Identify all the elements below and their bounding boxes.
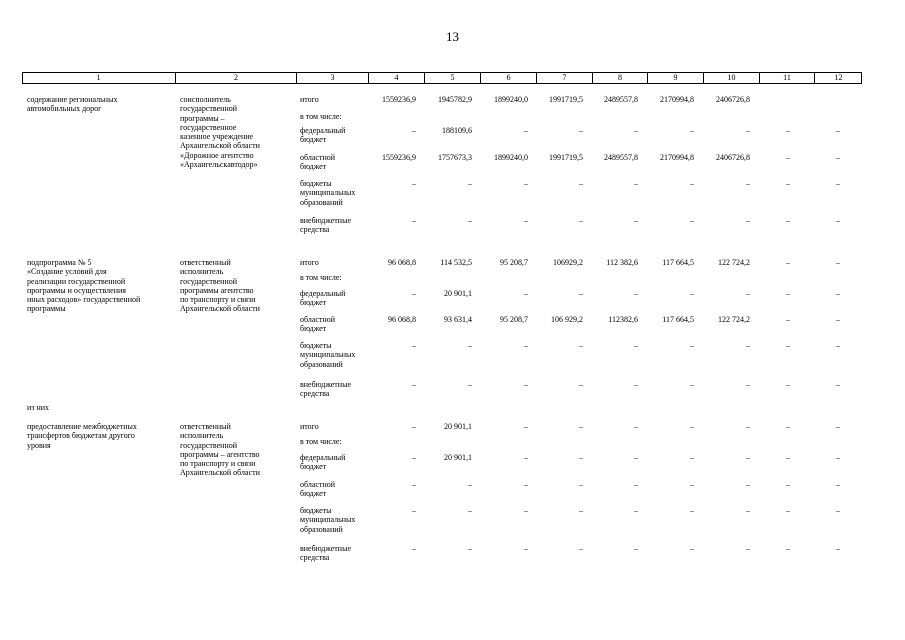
amount-cell: – — [412, 126, 416, 135]
amount-cell: 1991719,5 — [549, 153, 583, 162]
amount-cell: – — [786, 153, 790, 162]
amount-cell: – — [579, 422, 583, 431]
funding-source-label: областной бюджет — [300, 315, 336, 334]
amount-cell: – — [836, 153, 840, 162]
amount-cell: – — [746, 544, 750, 553]
funding-source-label: в том числе: — [300, 437, 342, 446]
amount-cell: 2170994,8 — [660, 153, 694, 162]
funding-source-label: в том числе: — [300, 273, 342, 282]
amount-cell: – — [746, 341, 750, 350]
amount-cell: – — [746, 289, 750, 298]
amount-cell: 1899240,0 — [494, 153, 528, 162]
amount-cell: 106 929,2 — [551, 315, 583, 324]
amount-cell: – — [836, 453, 840, 462]
funding-source-label: итого — [300, 258, 319, 267]
amount-cell: – — [579, 179, 583, 188]
amount-cell: 2489557,8 — [604, 153, 638, 162]
funding-source-label: бюджеты муниципальных образований — [300, 179, 356, 207]
amount-cell: – — [690, 506, 694, 515]
amount-cell: – — [524, 216, 528, 225]
amount-cell: – — [836, 380, 840, 389]
amount-cell: – — [690, 480, 694, 489]
amount-cell: – — [634, 289, 638, 298]
amount-cell: – — [836, 544, 840, 553]
amount-cell: – — [836, 289, 840, 298]
amount-cell: – — [579, 380, 583, 389]
amount-cell: – — [468, 179, 472, 188]
funding-source-label: федеральный бюджет — [300, 289, 346, 308]
amount-cell: – — [524, 380, 528, 389]
amount-cell: – — [836, 422, 840, 431]
amount-cell: – — [468, 506, 472, 515]
amount-cell: – — [634, 480, 638, 489]
amount-cell: 95 208,7 — [500, 315, 528, 324]
amount-cell: – — [524, 126, 528, 135]
funding-source-label: федеральный бюджет — [300, 126, 346, 145]
amount-cell: – — [836, 179, 840, 188]
amount-cell: 117 664,5 — [662, 315, 694, 324]
funding-source-label: областной бюджет — [300, 153, 336, 172]
amount-cell: – — [786, 480, 790, 489]
amount-cell: 95 208,7 — [500, 258, 528, 267]
funding-source-label: внебюджетные средства — [300, 380, 351, 399]
amount-cell: – — [746, 480, 750, 489]
funding-source-label: областной бюджет — [300, 480, 336, 499]
executor-name: ответственный исполнитель государственной программы – агентство по транспорту и связи Архангельской области — [180, 422, 260, 478]
amount-cell: – — [634, 341, 638, 350]
amount-cell: – — [690, 544, 694, 553]
amount-cell: – — [836, 315, 840, 324]
header-cell-7: 7 — [536, 73, 592, 83]
amount-cell: 2489557,8 — [604, 95, 638, 104]
header-cell-12: 12 — [814, 73, 862, 83]
header-cell-8: 8 — [592, 73, 647, 83]
amount-cell: – — [412, 506, 416, 515]
header-cell-9: 9 — [647, 73, 703, 83]
funding-source-label: итого — [300, 422, 319, 431]
amount-cell: – — [634, 506, 638, 515]
amount-cell: 96 068,8 — [388, 315, 416, 324]
funding-source-label: внебюджетные средства — [300, 544, 351, 563]
amount-cell: 188109,6 — [442, 126, 472, 135]
amount-cell: – — [412, 480, 416, 489]
amount-cell: – — [412, 422, 416, 431]
funding-source-label: внебюджетные средства — [300, 216, 351, 235]
amount-cell: – — [786, 453, 790, 462]
amount-cell: – — [786, 544, 790, 553]
amount-cell: – — [746, 506, 750, 515]
amount-cell: – — [690, 453, 694, 462]
amount-cell: – — [746, 179, 750, 188]
amount-cell: 2170994,8 — [660, 95, 694, 104]
amount-cell: 1757673,3 — [438, 153, 472, 162]
header-cell-2: 2 — [175, 73, 296, 83]
amount-cell: 112382,6 — [608, 315, 638, 324]
program-name: предоставление межбюджетных трансфертов бюджетам другого уровня — [27, 422, 137, 450]
amount-cell: – — [786, 380, 790, 389]
funding-source-label: федеральный бюджет — [300, 453, 346, 472]
amount-cell: – — [836, 126, 840, 135]
amount-cell: – — [579, 544, 583, 553]
amount-cell: – — [524, 506, 528, 515]
amount-cell: – — [579, 480, 583, 489]
amount-cell: 122 724,2 — [718, 315, 750, 324]
header-cell-4: 4 — [368, 73, 424, 83]
amount-cell: – — [524, 480, 528, 489]
amount-cell: – — [579, 506, 583, 515]
header-cell-1: 1 — [96, 73, 101, 82]
table-header — [22, 72, 862, 84]
amount-cell: – — [786, 216, 790, 225]
amount-cell: – — [524, 544, 528, 553]
amount-cell: – — [786, 126, 790, 135]
amount-cell: – — [690, 216, 694, 225]
amount-cell: – — [634, 453, 638, 462]
executor-name: ответственный исполнитель государственной программы агентство по транспорту и связи Архангельской области — [180, 258, 260, 314]
amount-cell: 106929,2 — [553, 258, 583, 267]
amount-cell: 122 724,2 — [718, 258, 750, 267]
amount-cell: – — [634, 380, 638, 389]
amount-cell: – — [690, 289, 694, 298]
program-name: содержание региональных автомобильных дорог — [27, 95, 118, 114]
amount-cell: – — [746, 216, 750, 225]
amount-cell: 20 901,1 — [444, 422, 472, 431]
amount-cell: – — [524, 422, 528, 431]
amount-cell: – — [746, 453, 750, 462]
amount-cell: 93 631,4 — [444, 315, 472, 324]
amount-cell: – — [634, 126, 638, 135]
amount-cell: – — [690, 179, 694, 188]
funding-source-label: бюджеты муниципальных образований — [300, 341, 356, 369]
amount-cell: – — [634, 216, 638, 225]
page-number: 13 — [446, 29, 459, 44]
amount-cell: – — [690, 341, 694, 350]
amount-cell: – — [412, 380, 416, 389]
amount-cell: – — [836, 341, 840, 350]
amount-cell: – — [836, 216, 840, 225]
header-cell-6: 6 — [480, 73, 536, 83]
amount-cell: – — [524, 453, 528, 462]
amount-cell: 112 382,6 — [606, 258, 638, 267]
amount-cell: – — [786, 289, 790, 298]
amount-cell: – — [579, 126, 583, 135]
amount-cell: – — [786, 506, 790, 515]
amount-cell: – — [690, 422, 694, 431]
amount-cell: 2406726,8 — [716, 153, 750, 162]
amount-cell: 1899240,0 — [494, 95, 528, 104]
amount-cell: – — [836, 506, 840, 515]
amount-cell: – — [690, 380, 694, 389]
header-cell-3: 3 — [296, 73, 368, 83]
amount-cell: – — [468, 216, 472, 225]
amount-cell: 1559236,9 — [382, 95, 416, 104]
amount-cell: – — [468, 480, 472, 489]
amount-cell: 117 664,5 — [662, 258, 694, 267]
header-cell-5: 5 — [424, 73, 480, 83]
amount-cell: 20 901,1 — [444, 289, 472, 298]
amount-cell: – — [634, 544, 638, 553]
amount-cell: – — [786, 258, 790, 267]
amount-cell: – — [836, 258, 840, 267]
amount-cell: – — [412, 179, 416, 188]
amount-cell: – — [412, 216, 416, 225]
amount-cell: – — [786, 315, 790, 324]
amount-cell: – — [579, 216, 583, 225]
program-name: подпрограмма № 5 «Создание условий для реализации государственной программы и осуществления иных расходов» государственной программы — [27, 258, 141, 314]
amount-cell: – — [412, 341, 416, 350]
amount-cell: – — [468, 341, 472, 350]
amount-cell: – — [524, 341, 528, 350]
amount-cell: – — [746, 380, 750, 389]
amount-cell: – — [579, 289, 583, 298]
amount-cell: – — [524, 179, 528, 188]
amount-cell: – — [634, 179, 638, 188]
amount-cell: – — [786, 179, 790, 188]
amount-cell: 96 068,8 — [388, 258, 416, 267]
amount-cell: 1991719,5 — [549, 95, 583, 104]
amount-cell: – — [579, 341, 583, 350]
amount-cell: – — [746, 126, 750, 135]
amount-cell: – — [690, 126, 694, 135]
funding-source-label: итого — [300, 95, 319, 104]
amount-cell: 1945782,9 — [438, 95, 472, 104]
amount-cell: – — [634, 422, 638, 431]
section-label: из них — [27, 403, 50, 412]
funding-source-label: бюджеты муниципальных образований — [300, 506, 356, 534]
amount-cell: – — [412, 289, 416, 298]
amount-cell: – — [468, 544, 472, 553]
amount-cell: – — [412, 453, 416, 462]
amount-cell: – — [746, 422, 750, 431]
amount-cell: – — [836, 480, 840, 489]
amount-cell: – — [412, 544, 416, 553]
header-cell-11: 11 — [759, 73, 814, 83]
executor-name: соисполнитель государственной программы – государственное казенное учреждение Архангельской области «Дорожное агентство «Архангельскавтодор» — [180, 95, 260, 170]
amount-cell: 114 532,5 — [440, 258, 472, 267]
amount-cell: 2406726,8 — [716, 95, 750, 104]
amount-cell: – — [524, 289, 528, 298]
amount-cell: 20 901,1 — [444, 453, 472, 462]
amount-cell: – — [468, 380, 472, 389]
funding-source-label: в том числе: — [300, 112, 342, 121]
header-cell-10: 10 — [703, 73, 759, 83]
amount-cell: – — [579, 453, 583, 462]
amount-cell: – — [786, 341, 790, 350]
amount-cell: – — [786, 422, 790, 431]
amount-cell: 1559236,9 — [382, 153, 416, 162]
